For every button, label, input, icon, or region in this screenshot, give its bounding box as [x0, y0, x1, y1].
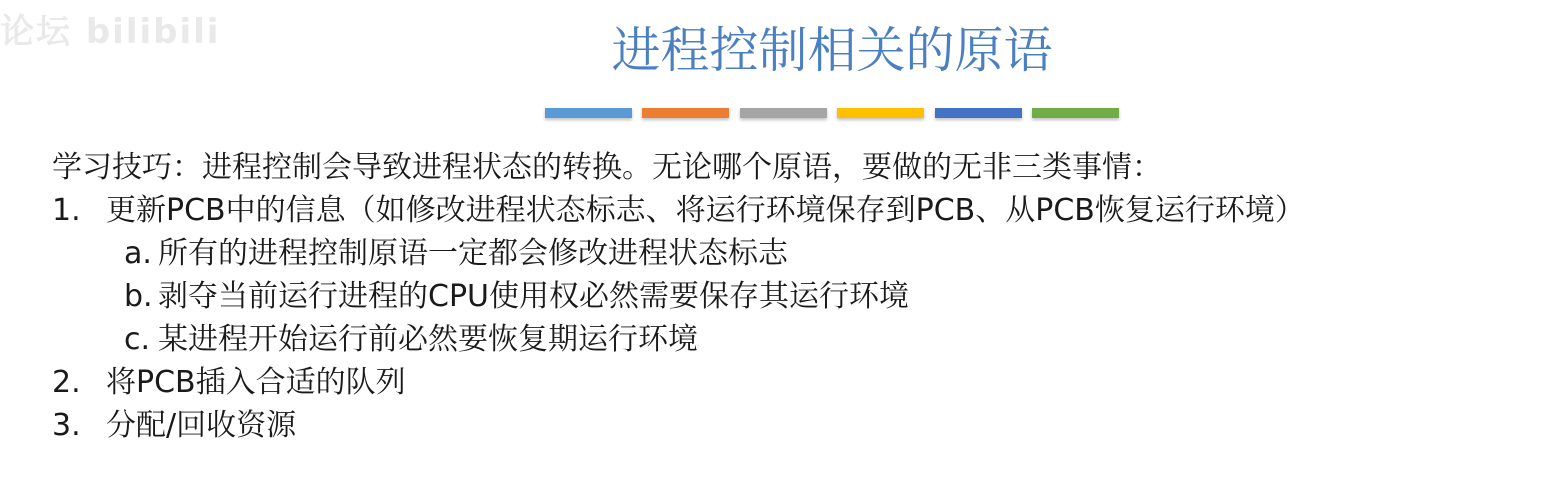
sub-item-text: 剥夺当前运行进程的CPU使用权必然需要保存其运行环境 — [158, 279, 909, 314]
list-item-text: 更新PCB中的信息（如修改进程状态标志、将运行环境保存到PCB、从PCB恢复运行环境） — [106, 193, 1305, 228]
list-item-2 — [52, 361, 1305, 404]
list-item-text: 将PCB插入合适的队列 — [106, 365, 406, 400]
sub-item-marker: a. — [124, 236, 152, 271]
decorative-color-bar — [545, 108, 1119, 118]
color-bar-segment-blue — [545, 108, 632, 118]
list-item-1 — [52, 189, 1305, 232]
slide-title: 进程控制相关的原语 — [611, 22, 1053, 79]
watermark: 论坛 bilibili — [0, 12, 221, 52]
list-item-number: 2. — [52, 365, 81, 400]
color-bar-segment-darkblue — [935, 108, 1022, 118]
color-bar-segment-orange — [642, 108, 729, 118]
slide-body — [52, 146, 1305, 447]
sub-item-b — [52, 275, 1305, 318]
list-item-number: 3. — [52, 408, 81, 443]
color-bar-segment-green — [1032, 108, 1119, 118]
intro-text: 学习技巧：进程控制会导致进程状态的转换。无论哪个原语，要做的无非三类事情： — [52, 150, 1162, 185]
list-item-text: 分配/回收资源 — [106, 408, 297, 443]
color-bar-segment-yellow — [837, 108, 924, 118]
sub-item-marker: c. — [124, 322, 151, 357]
sub-item-c — [52, 318, 1305, 361]
list-item-3 — [52, 404, 1305, 447]
list-item-number: 1. — [52, 193, 81, 228]
sub-item-text: 某进程开始运行前必然要恢复期运行环境 — [158, 322, 698, 357]
sub-item-a — [52, 232, 1305, 275]
color-bar-segment-gray — [740, 108, 827, 118]
sub-item-text: 所有的进程控制原语一定都会修改进程状态标志 — [158, 236, 788, 271]
sub-item-marker: b. — [124, 279, 153, 314]
